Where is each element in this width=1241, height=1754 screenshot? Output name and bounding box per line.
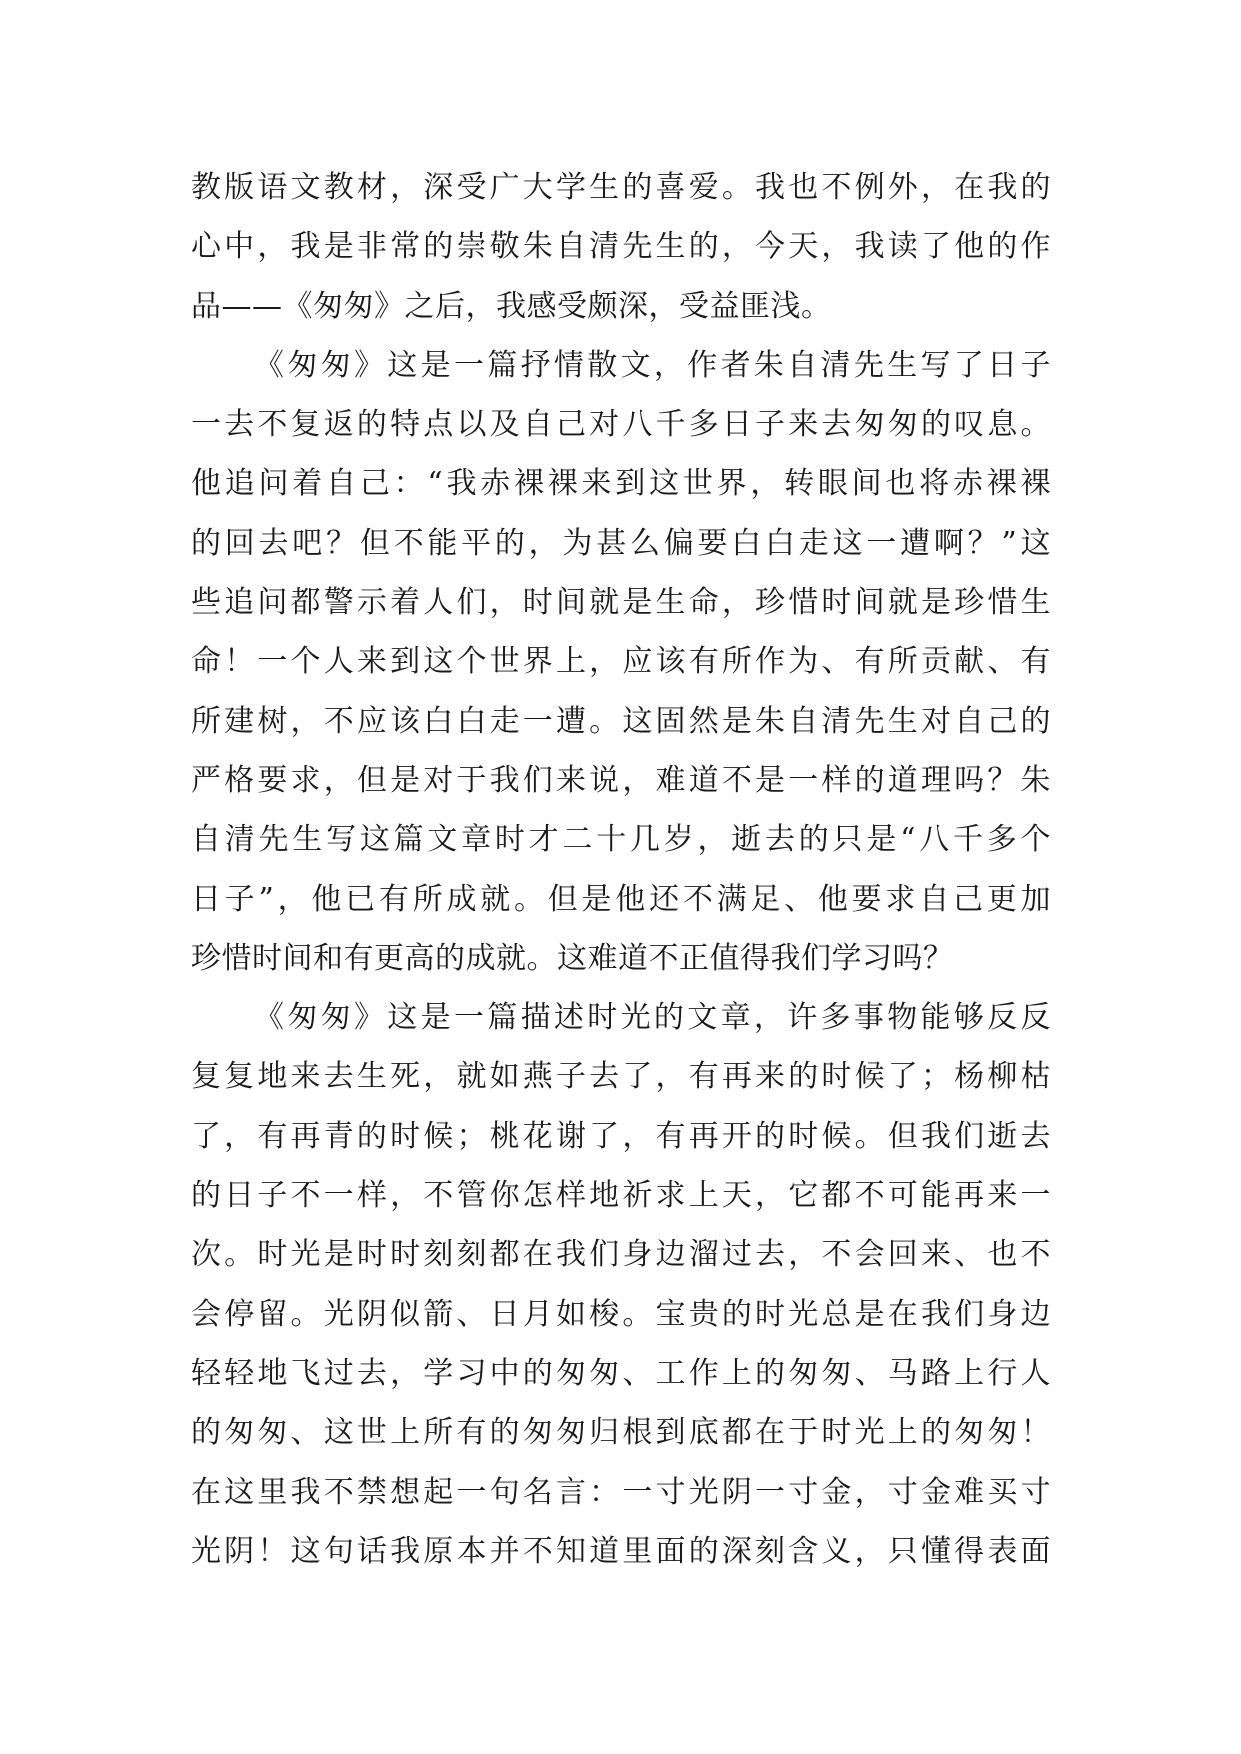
text-line: 教版语文教材，深受广大学生的喜爱。我也不例外，在我的 [191, 170, 1051, 205]
text-line: 严格要求，但是对于我们来说，难道不是一样的道理吗？朱 [191, 762, 1051, 798]
text-line: 心中，我是非常的崇敬朱自清先生的，今天，我读了他的作 [191, 229, 1051, 265]
text-line: 日子”，他已有所成就。但是他还不满足、他要求自己更加 [191, 881, 1051, 917]
text-line: 的匆匆、这世上所有的匆匆归根到底都在于时光上的匆匆！ [191, 1415, 1051, 1451]
text-line: 《匆匆》这是一篇抒情散文，作者朱自清先生写了日子 [254, 347, 1051, 383]
text-line: 《匆匆》这是一篇描述时光的文章，许多事物能够反反 [254, 1000, 1051, 1036]
text-line: 光阴！这句话我原本并不知道里面的深刻含义，只懂得表面 [191, 1533, 1051, 1569]
text-line: 一去不复返的特点以及自己对八千多日子来去匆匆的叹息。 [191, 407, 1051, 443]
text-line: 些追问都警示着人们，时间就是生命，珍惜时间就是珍惜生 [191, 585, 1051, 621]
text-line: 会停留。光阴似箭、日月如梭。宝贵的时光总是在我们身边 [191, 1296, 1051, 1332]
text-line: 在这里我不禁想起一句名言：一寸光阴一寸金，寸金难买寸 [191, 1474, 1051, 1510]
text-line: 自清先生写这篇文章时才二十几岁，逝去的只是“八千多个 [191, 822, 1051, 858]
text-line: 了，有再青的时候；桃花谢了，有再开的时候。但我们逝去 [191, 1118, 1051, 1154]
text-line: 他追问着自己：“我赤裸裸来到这世界，转眼间也将赤裸裸 [191, 466, 1051, 502]
text-line: 轻轻地飞过去，学习中的匆匆、工作上的匆匆、马路上行人 [191, 1355, 1051, 1391]
text-line: 所建树，不应该白白走一遭。这固然是朱自清先生对自己的 [191, 703, 1051, 739]
text-line: 的日子不一样，不管你怎样地祈求上天，它都不可能再来一 [191, 1178, 1051, 1214]
text-line: 次。时光是时时刻刻都在我们身边溜过去，不会回来、也不 [191, 1237, 1051, 1273]
text-line: 复复地来去生死，就如燕子去了，有再来的时候了；杨柳枯 [191, 1059, 1051, 1095]
text-line: 命！一个人来到这个世界上，应该有所作为、有所贡献、有 [191, 644, 1051, 680]
text-line: 的回去吧？但不能平的，为甚么偏要白白走这一遭啊？”这 [191, 525, 1051, 561]
text-line: 品——《匆匆》之后，我感受颇深，受益匪浅。 [191, 288, 832, 324]
body-text [191, 158, 1051, 1581]
text-line: 珍惜时间和有更高的成就。这难道不正值得我们学习吗？ [191, 940, 954, 976]
